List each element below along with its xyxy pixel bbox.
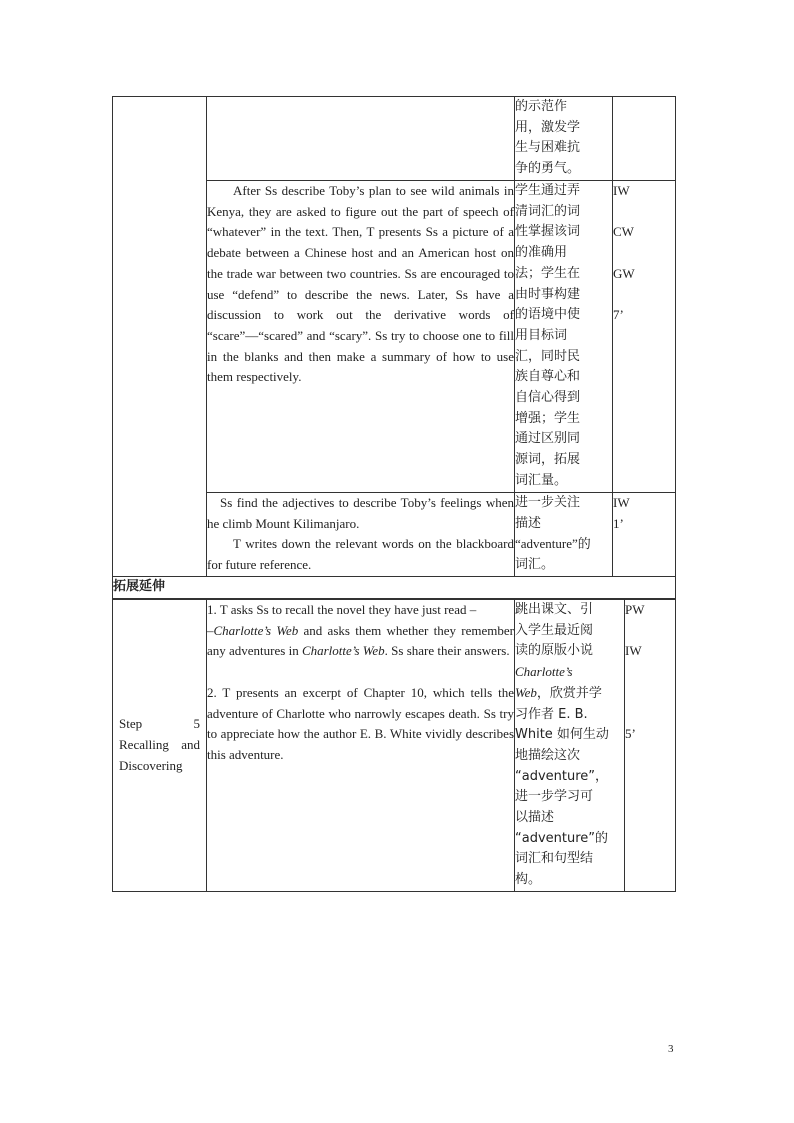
purpose-line <box>515 683 624 705</box>
purpose-line: “adventure”的 <box>515 536 591 552</box>
novel-title: –Charlotte’s Web <box>207 622 299 638</box>
novel-title: Charlotte’s Web <box>301 643 385 659</box>
activity-cell <box>207 493 515 577</box>
table-row <box>113 97 676 181</box>
purpose-line: 词汇。 <box>515 557 555 573</box>
mode-cell <box>613 97 676 181</box>
purpose-line: “adventure”的 <box>515 830 609 846</box>
activity-text: and asks them whether they remember any adventures in <box>207 622 514 659</box>
purpose-line: 自信心得到 <box>515 390 581 406</box>
activity-text: Ss find the adjectives to describe Toby’s feelings when he climb Mount Kilimanjaro. <box>207 495 514 531</box>
purpose-line: 族自尊心和 <box>515 369 581 385</box>
time-label: 7’ <box>613 307 624 323</box>
activity-cell <box>207 600 515 892</box>
purpose-line: 构。 <box>515 872 542 888</box>
purpose-line: 由时事构建 <box>515 286 581 302</box>
purpose-line: 用目标词 <box>515 327 568 343</box>
purpose-cell <box>515 181 613 493</box>
purpose-line: 法；学生在 <box>515 265 581 281</box>
purpose-line: 清词汇的词 <box>515 203 581 219</box>
mode-cell <box>613 181 676 493</box>
page-number: 3 <box>668 1043 674 1055</box>
activity-cell <box>207 97 515 181</box>
activity-text-1 <box>207 600 514 662</box>
step-cell <box>113 600 207 892</box>
lesson-plan-table <box>112 96 676 599</box>
purpose-line: 词汇和句型结 <box>515 851 594 867</box>
purpose-cell <box>515 97 613 181</box>
activity-text: After Ss describe Toby’s plan to see wild animals in Kenya, they are asked to figure out the part of speech of “whatever” in the text. Then, T presents Ss a picture of a debate between a Chinese host and an American host on the trade war between two countries. Ss are encouraged to use “defend” to describe the news. Later, Ss have a discussion to work out the derivative words of “scare”—“scared” and “scary”. Ss try to choose one to fill in the blanks and then make a summary of how to use them respectively. <box>207 183 514 385</box>
mode-cell <box>613 493 676 577</box>
purpose-line: 习作者 E. B. <box>515 706 588 722</box>
purpose-line: 汇，同时民 <box>515 348 581 364</box>
mode-cell <box>625 600 676 892</box>
time-label: 5’ <box>625 726 636 742</box>
novel-title: Web <box>515 684 537 700</box>
purpose-line: 进一步关注 <box>515 495 581 510</box>
purpose-cell <box>515 600 625 892</box>
table-row <box>113 600 676 892</box>
purpose-line: 生与困难抗 <box>515 140 581 156</box>
mode-label: CW <box>613 224 634 240</box>
section-title: 拓展延伸 <box>113 577 676 599</box>
purpose-line: 通过区别同 <box>515 431 581 447</box>
purpose-line: 描述 <box>515 515 542 531</box>
lesson-plan-table-step5 <box>112 599 676 892</box>
mode-label: IW <box>625 643 642 659</box>
purpose-line: 跳出课文、引 <box>515 602 594 617</box>
purpose-line: 的语境中使 <box>515 307 581 323</box>
activity-text: T writes down the relevant words on the blackboard for future reference. <box>207 536 514 573</box>
purpose-line: 的准确用 <box>515 245 568 261</box>
purpose-cell <box>515 493 613 577</box>
purpose-line: 学生通过弄 <box>515 183 581 198</box>
table-row <box>113 577 676 599</box>
purpose-line: 词汇量。 <box>515 472 568 488</box>
step-cell-empty <box>113 97 207 577</box>
activity-text-2: 2. T presents an excerpt of Chapter 10, which tells the adventure of Charlotte who narrowly escapes death. Ss try to appreciate how the author E. B. White vividly describes this adventure. <box>207 684 514 762</box>
purpose-line: 源词，拓展 <box>515 452 581 468</box>
purpose-line: 入学生最近阅 <box>515 622 594 638</box>
purpose-line: 性掌握该词 <box>515 224 581 240</box>
activity-text: . Ss share their answers. <box>384 643 510 659</box>
purpose-line: 进一步学习可 <box>515 789 594 805</box>
mode-label: PW <box>625 602 645 617</box>
mode-label: IW <box>613 183 630 198</box>
purpose-line: 的示范作 <box>515 99 568 114</box>
purpose-line: 以描述 <box>515 810 555 826</box>
mode-label: IW <box>613 495 630 510</box>
purpose-line: 用，激发学 <box>515 119 581 135</box>
purpose-line: White 如何生动 <box>515 727 609 743</box>
purpose-line: 读的原版小说 <box>515 643 594 659</box>
purpose-line: “adventure”， <box>515 768 609 784</box>
time-label: 1’ <box>613 515 624 531</box>
purpose-line: Charlotte’s <box>515 664 573 680</box>
activity-cell <box>207 181 515 493</box>
step-label: Step 5 Recalling and Discovering <box>119 716 200 773</box>
purpose-text: ，欣赏并学 <box>536 685 602 701</box>
purpose-line: 争的勇气。 <box>515 161 581 177</box>
purpose-line: 地描绘这次 <box>515 747 581 763</box>
mode-label: GW <box>613 265 635 281</box>
purpose-line: 增强；学生 <box>515 410 581 426</box>
activity-text: 1. T asks Ss to recall the novel they have just read – <box>207 602 477 617</box>
